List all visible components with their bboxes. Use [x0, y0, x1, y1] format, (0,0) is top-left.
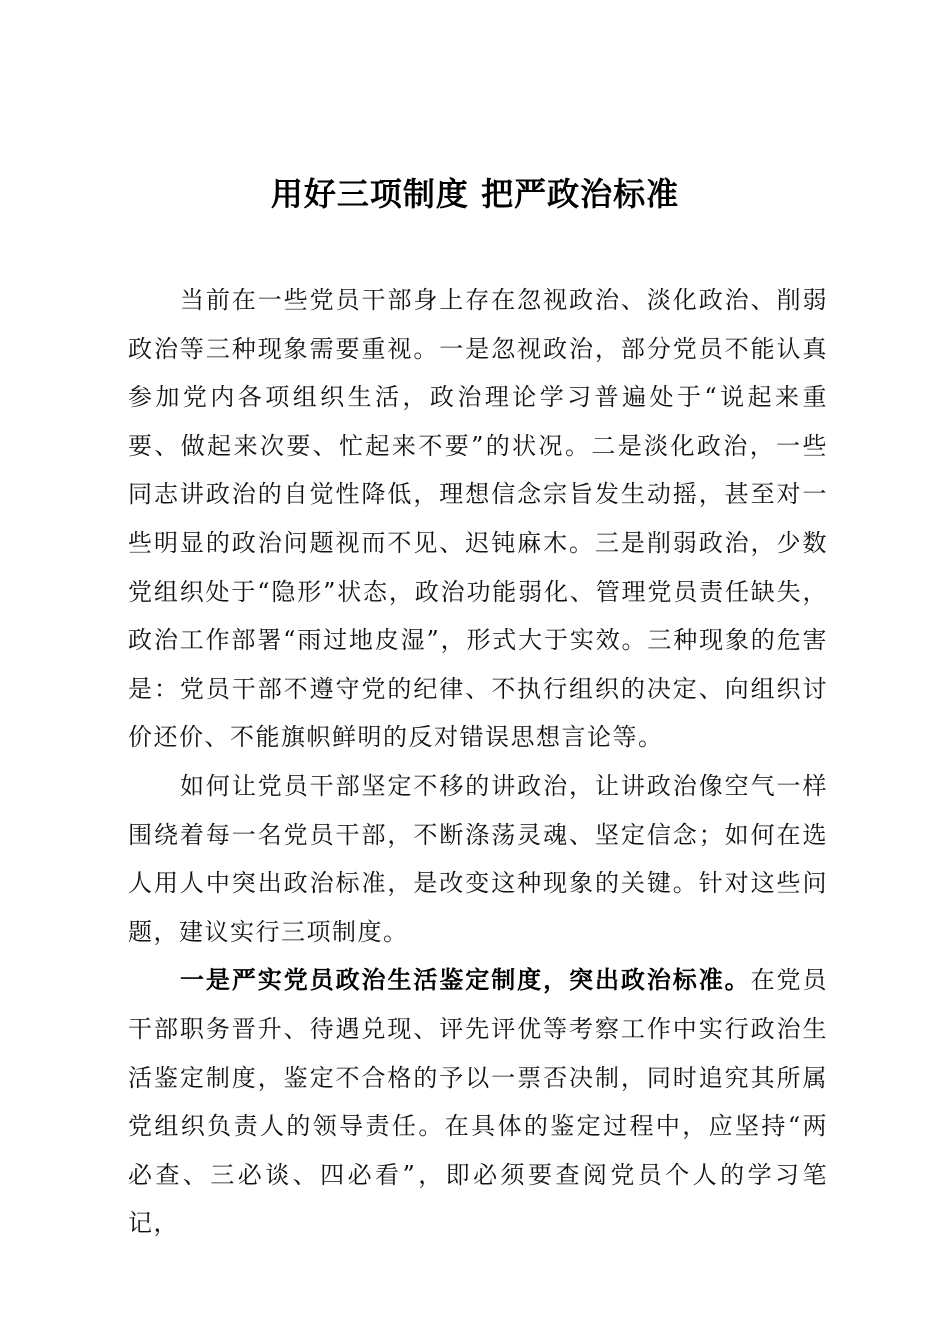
document-body [128, 276, 828, 1248]
paragraph-3-lead: 一是严实党员政治生活鉴定制度，突出政治标准。 [180, 966, 751, 995]
paragraph-2 [128, 762, 828, 956]
paragraph-3 [128, 956, 828, 1248]
paragraph-1 [128, 276, 828, 762]
paragraph-1-text: 当前在一些党员干部身上存在忽视政治、淡化政治、削弱政治等三种现象需要重视。一是忽视政治，部分党员不能认真参加党内各项组织生活，政治理论学习普遍处于“说起来重要、做起来次要、忙起来不要”的状况。二是淡化政治，一些同志讲政治的自觉性降低，理想信念宗旨发生动摇，甚至对一些明显的政治问题视而不见、迟钝麻木。三是削弱政治，少数党组织处于“隐形”状态，政治功能弱化、管理党员责任缺失，政治工作部署“雨过地皮湿”，形式大于实效。三种现象的危害是：党员干部不遵守党的纪律、不执行组织的决定、向组织讨价还价、不能旗帜鲜明的反对错误思想言论等。 [128, 286, 828, 752]
document-title: 用好三项制度 把严政治标准 [270, 175, 680, 213]
paragraph-3-text: 在党员干部职务晋升、待遇兑现、评先评优等考察工作中实行政治生活鉴定制度，鉴定不合格的予以一票否决制，同时追究其所属党组织负责人的领导责任。在具体的鉴定过程中，应坚持“两必查、三必谈、四必看”，即必须要查阅党员个人的学习笔记， [128, 966, 828, 1238]
paragraph-2-text: 如何让党员干部坚定不移的讲政治，让讲政治像空气一样围绕着每一名党员干部，不断涤荡灵魂、坚定信念；如何在选人用人中突出政治标准，是改变这种现象的关键。针对这些问题，建议实行三项制度。 [128, 771, 828, 946]
